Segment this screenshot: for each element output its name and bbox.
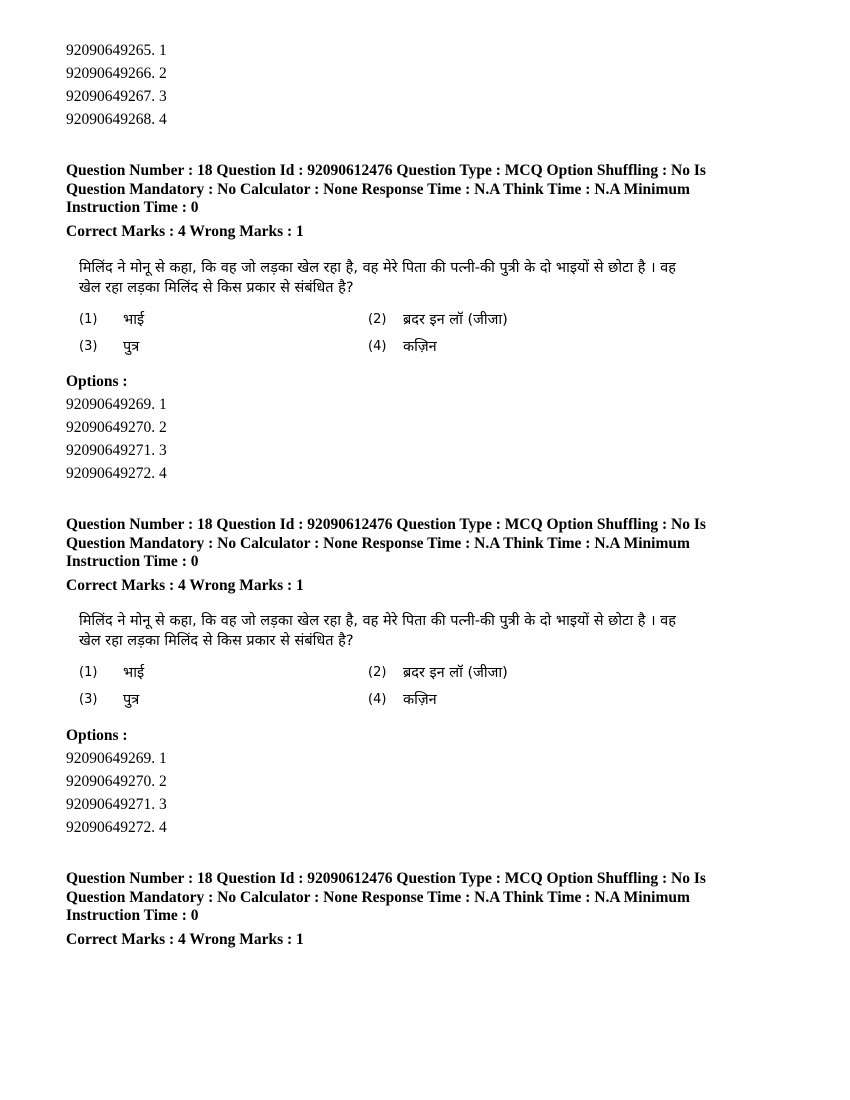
- marks-line: Correct Marks : 4 Wrong Marks : 1: [66, 931, 304, 948]
- options-label: Options :: [66, 727, 128, 744]
- choice-text: भाई: [123, 312, 145, 328]
- option-line: 92090649272. 4: [66, 465, 167, 482]
- option-line: 92090649269. 1: [66, 396, 167, 413]
- choice-text: कज़िन: [403, 692, 437, 708]
- option-line: 92090649267. 3: [66, 88, 167, 105]
- question-meta: Question Number : 18 Question Id : 92090612476 Question Type : MCQ Option Shuffling : No Is Question Mandatory : No Calculator : None Response Time : N.A Think Time : N.A Minimum Instruction Time : 0: [66, 870, 706, 924]
- choice-number: (1): [79, 665, 98, 680]
- choice-number: (4): [368, 692, 387, 707]
- option-line: 92090649268. 4: [66, 111, 167, 128]
- option-line: 92090649271. 3: [66, 796, 167, 813]
- choice-text: पुत्र: [123, 692, 140, 708]
- question-text: मिलिंद ने मोनू से कहा, कि वह जो लड़का खेल रहा है, वह मेरे पिता की पत्नी-की पुत्री के दो भाइयों से छोटा है । वह खेल रहा लड़का मिलिंद से किस प्रकार से संबंधित है?: [79, 613, 676, 649]
- option-line: 92090649265. 1: [66, 42, 167, 59]
- choice-number: (1): [79, 312, 98, 327]
- choice-number: (2): [368, 312, 387, 327]
- option-line: 92090649271. 3: [66, 442, 167, 459]
- option-line: 92090649272. 4: [66, 819, 167, 836]
- choice-text: भाई: [123, 665, 145, 681]
- option-line: 92090649269. 1: [66, 750, 167, 767]
- option-line: 92090649266. 2: [66, 65, 167, 82]
- choice-number: (4): [368, 339, 387, 354]
- choice-text: ब्रदर इन लॉ (जीजा): [403, 312, 508, 328]
- choice-number: (2): [368, 665, 387, 680]
- choice-number: (3): [79, 692, 98, 707]
- question-text: मिलिंद ने मोनू से कहा, कि वह जो लड़का खेल रहा है, वह मेरे पिता की पत्नी-की पुत्री के दो भाइयों से छोटा है । वह खेल रहा लड़का मिलिंद से किस प्रकार से संबंधित है?: [79, 260, 676, 296]
- question-meta: Question Number : 18 Question Id : 92090612476 Question Type : MCQ Option Shuffling : No Is Question Mandatory : No Calculator : None Response Time : N.A Think Time : N.A Minimum Instruction Time : 0: [66, 516, 706, 570]
- choice-number: (3): [79, 339, 98, 354]
- choice-text: ब्रदर इन लॉ (जीजा): [403, 665, 508, 681]
- marks-line: Correct Marks : 4 Wrong Marks : 1: [66, 223, 304, 240]
- option-line: 92090649270. 2: [66, 419, 167, 436]
- choice-text: कज़िन: [403, 339, 437, 355]
- question-meta: Question Number : 18 Question Id : 92090612476 Question Type : MCQ Option Shuffling : No Is Question Mandatory : No Calculator : None Response Time : N.A Think Time : N.A Minimum Instruction Time : 0: [66, 162, 706, 216]
- options-label: Options :: [66, 373, 128, 390]
- marks-line: Correct Marks : 4 Wrong Marks : 1: [66, 577, 304, 594]
- option-line: 92090649270. 2: [66, 773, 167, 790]
- choice-text: पुत्र: [123, 339, 140, 355]
